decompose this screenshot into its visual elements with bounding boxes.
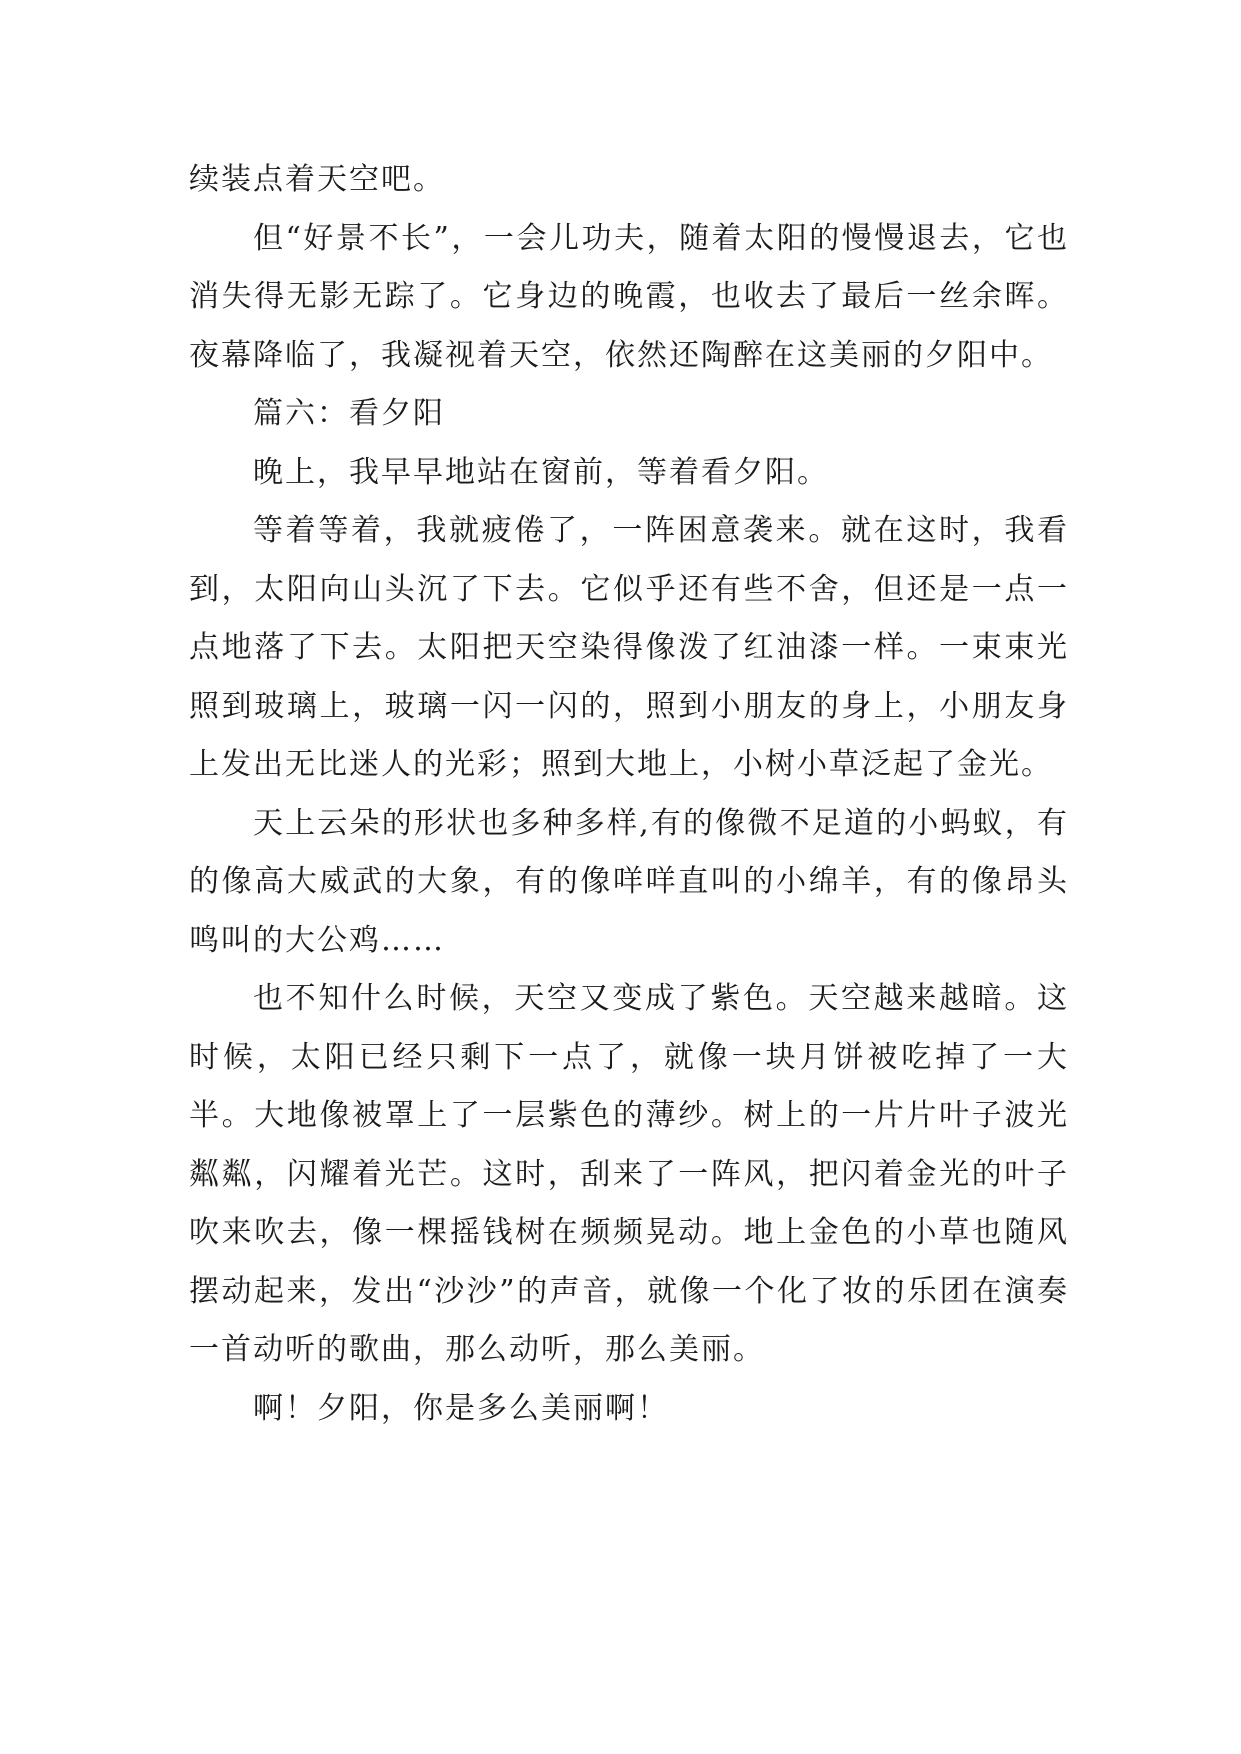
paragraph: 等着等着，我就疲倦了，一阵困意袭来。就在这时，我看到，太阳向山头沉了下去。它似乎还有些不舍，但还是一点一点地落了下去。太阳把天空染得像泼了红油漆一样。一束束光照到玻璃上，玻璃一闪一闪的，照到小朋友的身上，小朋友身上发出无比迷人的光彩；照到大地上，小树小草泛起了金光。 bbox=[189, 513, 1069, 782]
paragraph: 但“好景不长”，一会儿功夫，随着太阳的慢慢退去，它也消失得无影无踪了。它身边的晚霞，也收去了最后一丝余晖。夜幕降临了，我凝视着天空，依然还陶醉在这美丽的夕阳中。 bbox=[189, 220, 1069, 373]
paragraph: 天上云朵的形状也多种多样,有的像微不足道的小蚂蚁，有的像高大威武的大象，有的像咩咩直叫的小绵羊，有的像昂头鸣叫的大公鸡…… bbox=[189, 805, 1069, 958]
paragraph-continuation: 续装点着天空吧。 bbox=[189, 162, 445, 197]
paragraph: 晚上，我早早地站在窗前，等着看夕阳。 bbox=[253, 454, 829, 490]
paragraph: 啊！夕阳，你是多么美丽啊！ bbox=[253, 1390, 669, 1426]
section-heading: 篇六：看夕阳 bbox=[253, 396, 445, 431]
document-body bbox=[189, 151, 1069, 1438]
paragraph: 也不知什么时候，天空又变成了紫色。天空越来越暗。这时候，太阳已经只剩下一点了，就像一块月饼被吃掉了一大半。大地像被罩上了一层紫色的薄纱。树上的一片片叶子波光粼粼，闪耀着光芒。这时，刮来了一阵风，把闪着金光的叶子吹来吹去，像一棵摇钱树在频频晃动。地上金色的小草也随风摆动起来，发出“沙沙”的声音，就像一个化了妆的乐团在演奏一首动听的歌曲，那么动听，那么美丽。 bbox=[189, 981, 1069, 1367]
